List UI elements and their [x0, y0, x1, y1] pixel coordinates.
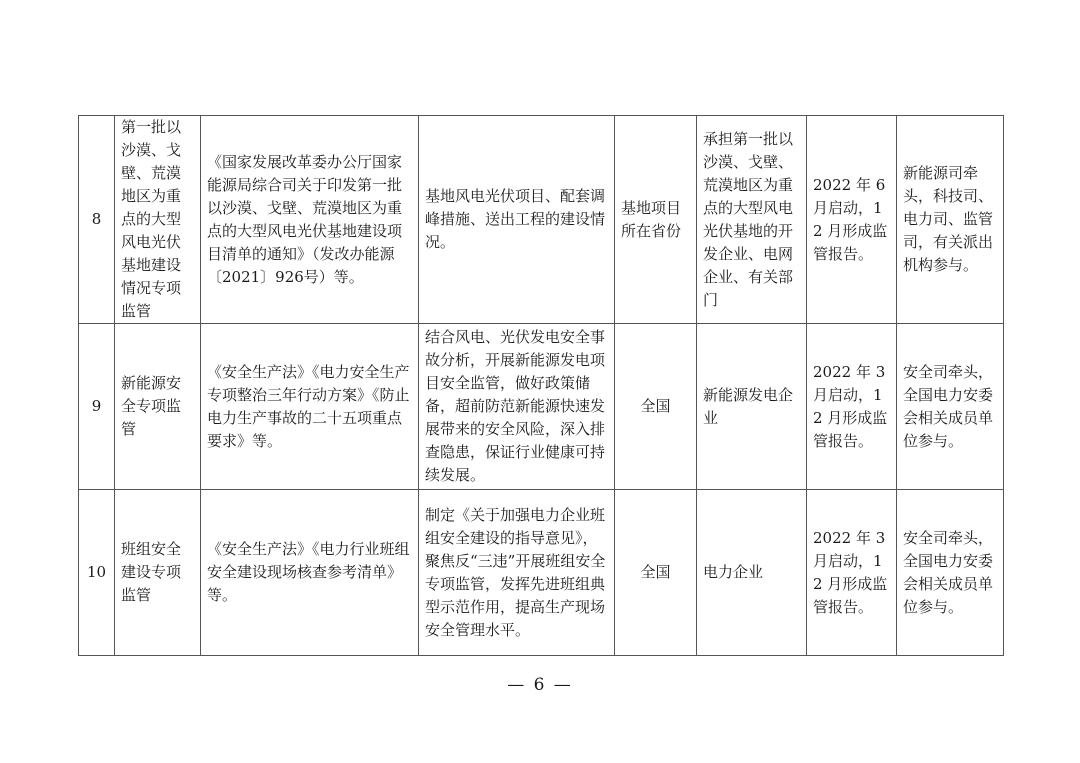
item-name: 第一批以沙漠、戈壁、荒漠地区为重点的大型风电光伏基地建设情况专项监管 [115, 116, 201, 324]
target-cell: 新能源发电企业 [697, 324, 807, 490]
item-name: 新能源安全专项监管 [115, 324, 201, 490]
schedule-cell: 2022 年 3 月启动，12 月形成监管报告。 [807, 324, 897, 490]
target-cell: 电力企业 [697, 490, 807, 656]
lead-cell: 新能源司牵头，科技司、电力司、监管司，有关派出机构参与。 [897, 116, 1004, 324]
lead-cell: 安全司牵头，全国电力安委会相关成员单位参与。 [897, 324, 1004, 490]
supervision-table [78, 115, 1004, 656]
basis-cell: 《安全生产法》《电力行业班组安全建设现场核查参考清单》等。 [201, 490, 419, 656]
target-cell: 承担第一批以沙漠、戈壁、荒漠地区为重点的大型风电光伏基地的开发企业、电网企业、有关部门 [697, 116, 807, 324]
content-cell: 制定《关于加强电力企业班组安全建设的指导意见》，聚焦反“三违”开展班组安全专项监管，发挥先进班组典型示范作用，提高生产现场安全管理水平。 [419, 490, 615, 656]
basis-cell: 《国家发展改革委办公厅国家能源局综合司关于印发第一批以沙漠、戈壁、荒漠地区为重点的大型风电光伏基地建设项目清单的通知》（发改办能源〔2021〕926号）等。 [201, 116, 419, 324]
table-row [79, 324, 1004, 490]
page-number: — 6 — [507, 675, 573, 695]
content-cell: 结合风电、光伏发电安全事故分析，开展新能源发电项目安全监管，做好政策储备，超前防范新能源快速发展带来的安全风险，深入排查隐患，保证行业健康可持续发展。 [419, 324, 615, 490]
row-number: 9 [79, 324, 115, 490]
scope-cell: 全国 [615, 324, 697, 490]
schedule-cell: 2022 年 6 月启动，12 月形成监管报告。 [807, 116, 897, 324]
table-row [79, 490, 1004, 656]
scope-cell: 全国 [615, 490, 697, 656]
table-row [79, 116, 1004, 324]
content-cell: 基地风电光伏项目、配套调峰措施、送出工程的建设情况。 [419, 116, 615, 324]
item-name: 班组安全建设专项监管 [115, 490, 201, 656]
lead-cell: 安全司牵头，全国电力安委会相关成员单位参与。 [897, 490, 1004, 656]
row-number: 10 [79, 490, 115, 656]
basis-cell: 《安全生产法》《电力安全生产专项整治三年行动方案》《防止电力生产事故的二十五项重点要求》等。 [201, 324, 419, 490]
row-number: 8 [79, 116, 115, 324]
scope-cell: 基地项目所在省份 [615, 116, 697, 324]
schedule-cell: 2022 年 3 月启动，12 月形成监管报告。 [807, 490, 897, 656]
